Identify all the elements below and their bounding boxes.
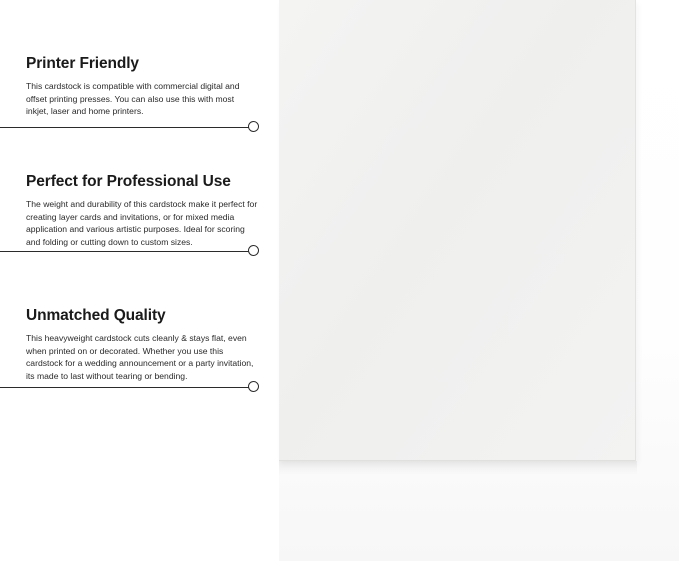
cardstock-sheet-shadow xyxy=(279,461,637,475)
connector-line xyxy=(0,387,252,388)
product-photo xyxy=(279,0,679,561)
feature-callout-list xyxy=(0,0,290,561)
feature-title: Printer Friendly xyxy=(26,55,139,72)
feature-callout-2 xyxy=(26,173,288,248)
connector-line xyxy=(0,251,252,252)
connector-line xyxy=(0,127,252,128)
feature-callout-1 xyxy=(26,55,288,118)
connector-dot-icon xyxy=(248,381,259,392)
callout-connector-2 xyxy=(0,245,262,257)
cardstock-sheet-surface xyxy=(279,0,635,460)
feature-body: This cardstock is compatible with commercial digital and offset printing presses. You can also use this with most inkjet, laser and home printers. xyxy=(26,81,240,117)
callout-connector-3 xyxy=(0,381,262,393)
callout-connector-1 xyxy=(0,121,262,133)
feature-body: The weight and durability of this cardstock make it perfect for creating layer cards and invitations, or for mixed media application and various artistic purposes. Ideal for scoring and folding or cutting down to custom sizes. xyxy=(26,199,258,247)
feature-callout-3 xyxy=(26,307,288,382)
feature-title: Unmatched Quality xyxy=(26,307,166,324)
connector-dot-icon xyxy=(248,245,259,256)
cardstock-sheet xyxy=(279,0,636,461)
feature-title: Perfect for Professional Use xyxy=(26,173,231,190)
feature-body: This heavyweight cardstock cuts cleanly & stays flat, even when printed on or decorated. Whether you use this cardstock for a wedding announcement or a party invitation, its made to last without tearing or bending. xyxy=(26,333,254,381)
connector-dot-icon xyxy=(248,121,259,132)
